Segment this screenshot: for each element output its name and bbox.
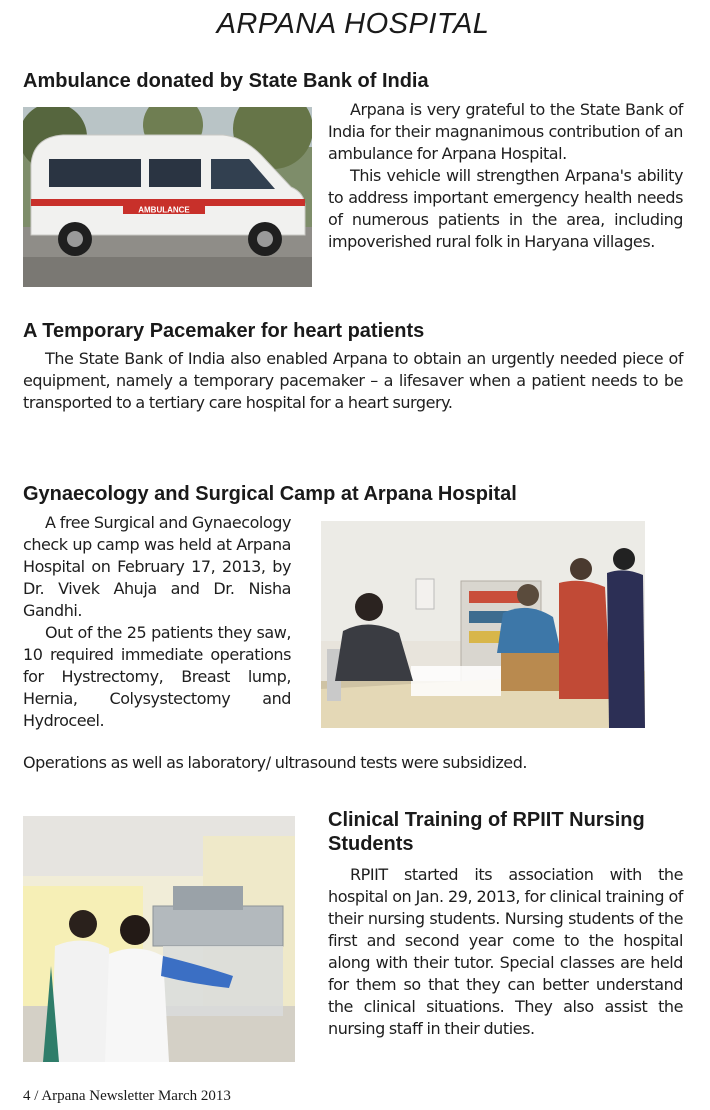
camp-heading: Gynaecology and Surgical Camp at Arpana Hospital bbox=[23, 483, 517, 505]
camp-photo bbox=[321, 521, 645, 728]
page-footer: 4 / Arpana Newsletter March 2013 bbox=[23, 1088, 231, 1104]
ambulance-paragraph-1: Arpana is very grateful to the State Bank of India for their magnanimous contribution of an ambulance for Arpana Hospital. bbox=[328, 100, 683, 163]
ambulance-heading: Ambulance donated by State Bank of India bbox=[23, 70, 429, 92]
ambulance-photo bbox=[23, 107, 312, 287]
training-paragraph: RPIIT started its association with the hospital on Jan. 29, 2013, for clinical training of their nursing students. Nursing students of the first and second year come to the hospital along with their tutor. Special classes are held for them so that they can better understand the clinical situations. They also assist the nursing staff in their duties. bbox=[328, 865, 683, 1038]
training-heading: Clinical Training of RPIIT Nursing Students bbox=[328, 809, 645, 855]
masthead-title: ARPANA HOSPITAL bbox=[216, 8, 490, 40]
pacemaker-paragraph: The State Bank of India also enabled Arpana to obtain an urgently needed piece of equipment, namely a temporary pacemaker – a lifesaver when a patient needs to be transported to a tertiary care hospital for a heart surgery. bbox=[23, 349, 683, 412]
camp-paragraph-1: A free Surgical and Gynaecology check up camp was held at Arpana Hospital on February 17, 2013, by Dr. Vivek Ahuja and Dr. Nisha Gandhi. bbox=[23, 513, 291, 620]
ambulance-lettering: AMBULANCE bbox=[138, 205, 190, 215]
camp-paragraph-3: Operations as well as laboratory/ ultrasound tests were subsidized. bbox=[23, 753, 528, 772]
camp-text-continued bbox=[23, 752, 683, 774]
camp-text bbox=[23, 512, 291, 732]
pacemaker-text bbox=[23, 348, 683, 414]
training-text bbox=[328, 864, 683, 1040]
pacemaker-heading: A Temporary Pacemaker for heart patients bbox=[23, 320, 425, 342]
camp-paragraph-2: Out of the 25 patients they saw, 10 required immediate operations for Hystrectomy, Breast lump, Hernia, Colysystectomy and Hydroceel. bbox=[23, 623, 291, 730]
training-photo bbox=[23, 816, 295, 1062]
ambulance-paragraph-2: This vehicle will strengthen Arpana's ability to address important emergency health needs of numerous patients in the area, including impoverished rural folk in Haryana villages. bbox=[328, 166, 683, 251]
ambulance-text bbox=[328, 99, 683, 253]
